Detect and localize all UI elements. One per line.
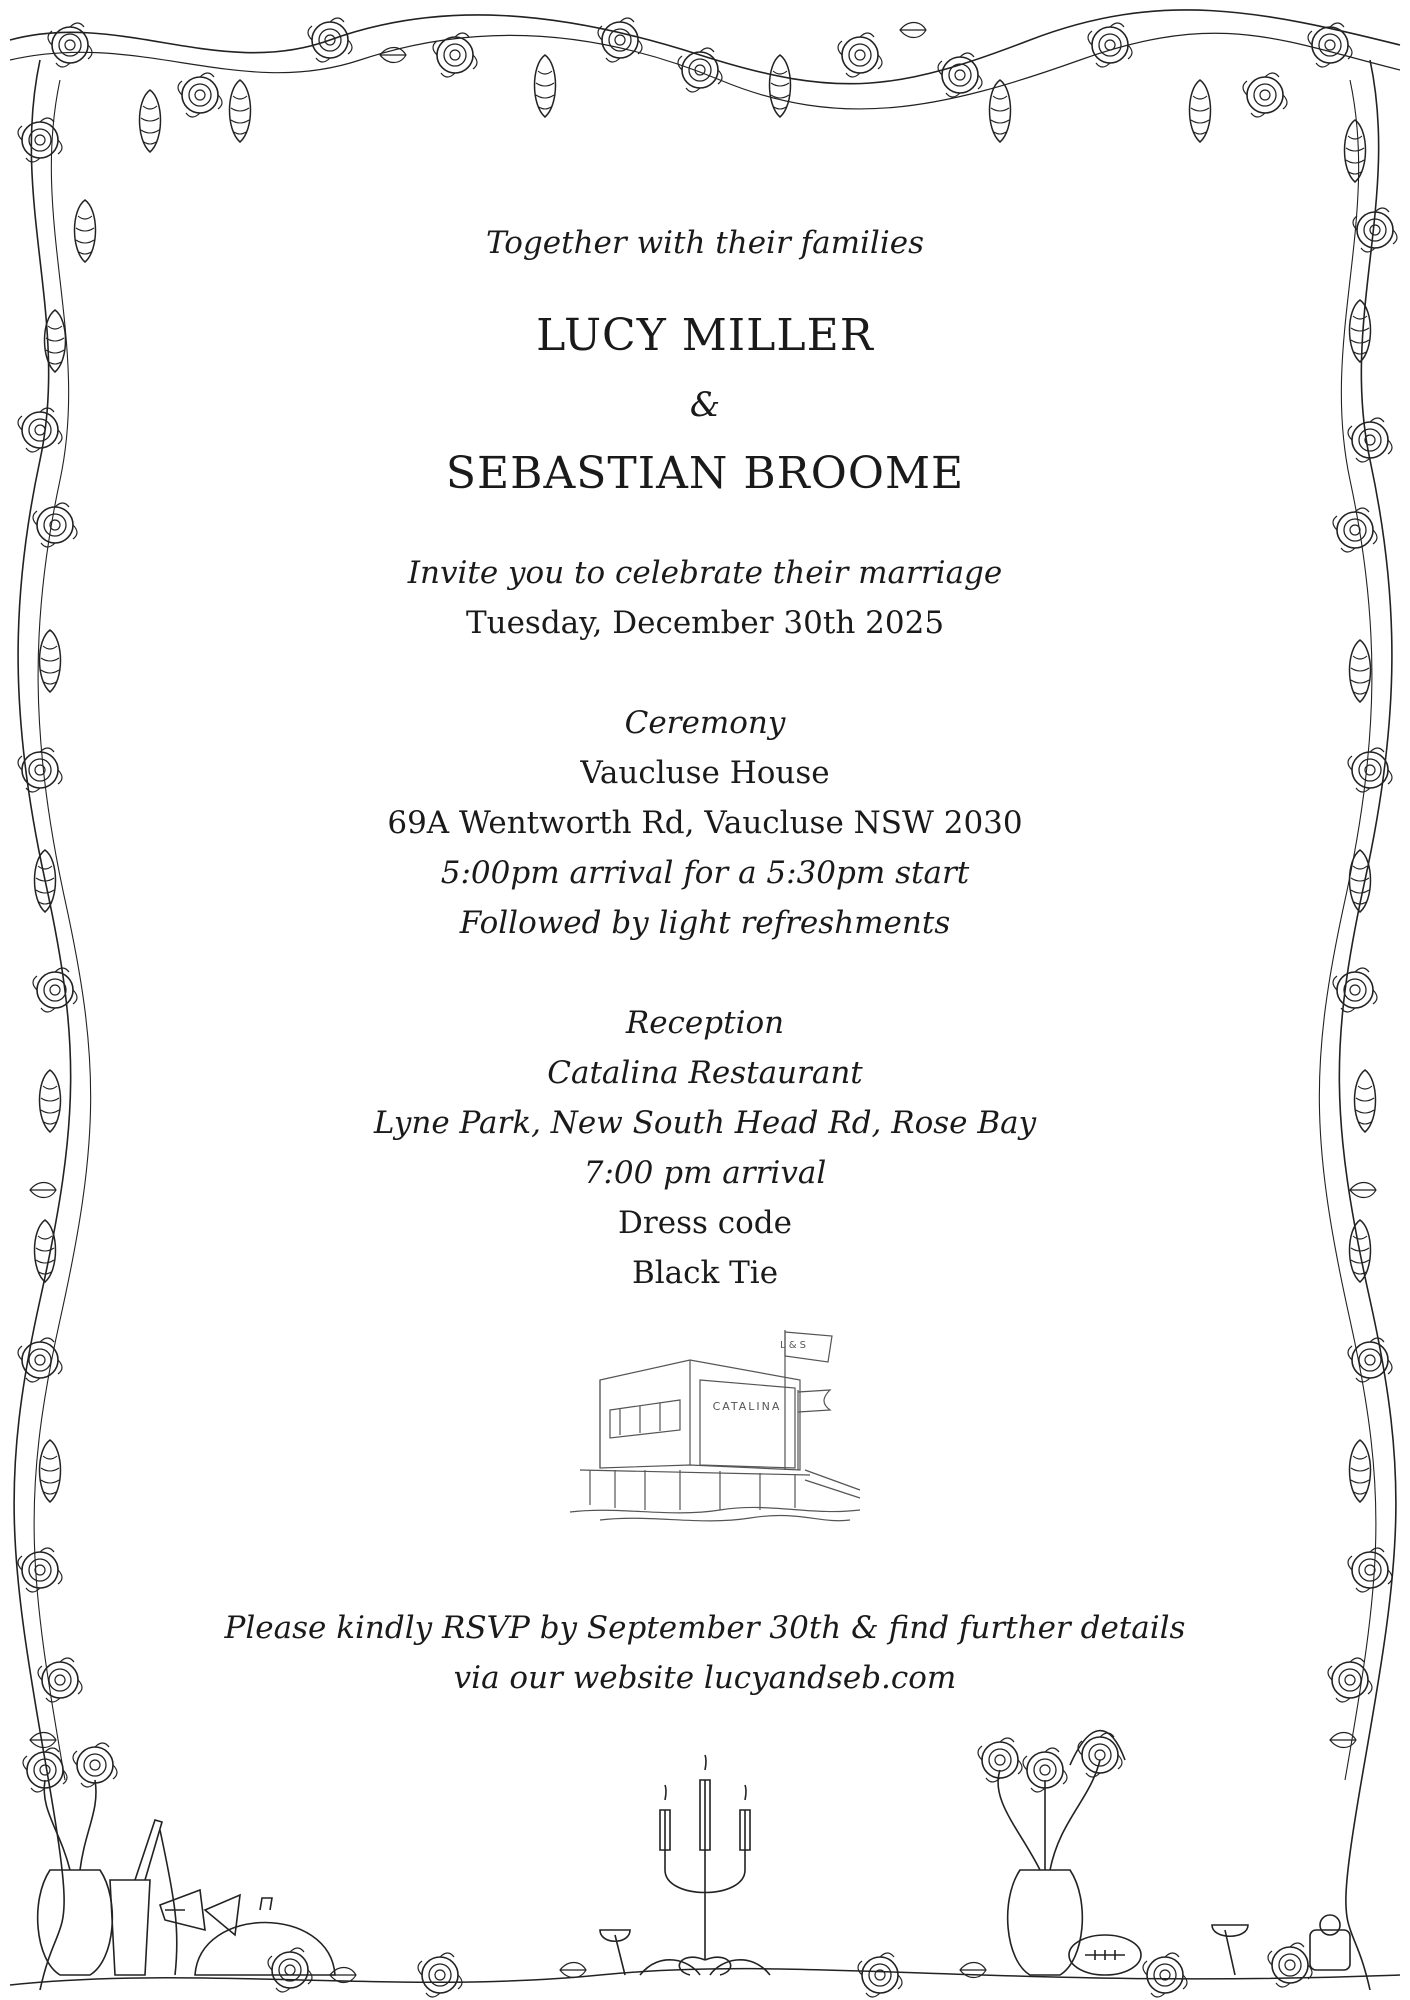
- bride-name: LUCY MILLER: [536, 310, 874, 361]
- groom-name: SEBASTIAN BROOME: [445, 448, 965, 499]
- ampersand: &: [689, 385, 721, 425]
- rsvp-line-2: via our website lucyandseb.com: [453, 1660, 957, 1696]
- catalina-restaurant-sketch: [560, 1320, 870, 1530]
- wedding-date: Tuesday, December 30th 2025: [465, 605, 945, 641]
- ceremony-time: 5:00pm arrival for a 5:30pm start: [440, 855, 970, 891]
- catalina-sign: CATALINA: [712, 1400, 782, 1413]
- reception-address: Lyne Park, New South Head Rd, Rose Bay: [373, 1105, 1037, 1141]
- rsvp-line-1: Please kindly RSVP by September 30th & find further details: [224, 1610, 1186, 1646]
- ceremony-heading: Ceremony: [624, 705, 786, 741]
- reception-venue: Catalina Restaurant: [547, 1055, 863, 1091]
- ceremony-address: 69A Wentworth Rd, Vaucluse NSW 2030: [387, 805, 1023, 841]
- reception-time: 7:00 pm arrival: [583, 1155, 827, 1191]
- flag-monogram: L & S: [779, 1340, 807, 1351]
- dress-code-heading: Dress code: [618, 1205, 792, 1241]
- ceremony-venue: Vaucluse House: [580, 755, 830, 791]
- reception-heading: Reception: [625, 1005, 785, 1041]
- intro-line: Together with their families: [486, 225, 924, 261]
- invite-line: Invite you to celebrate their marriage: [407, 555, 1003, 591]
- ceremony-note: Followed by light refreshments: [459, 905, 951, 941]
- dress-code-value: Black Tie: [631, 1255, 779, 1291]
